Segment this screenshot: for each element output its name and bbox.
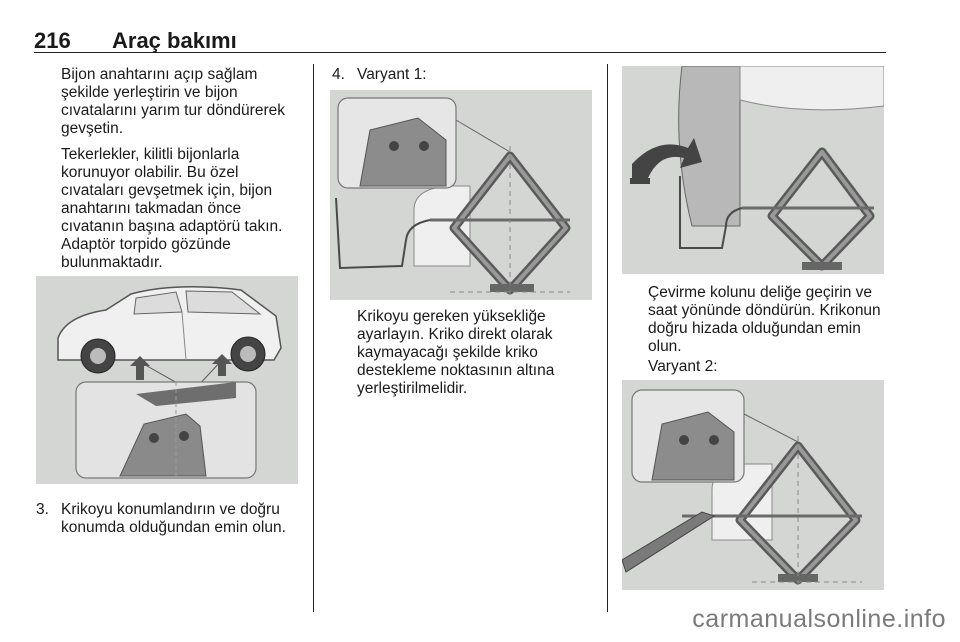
line: ayarlayın. Kriko direkt olarak (357, 326, 553, 343)
line: Adaptör torpido gözünde (61, 236, 231, 253)
line: Tekerlekler, kilitli bijonlarla (61, 146, 240, 163)
line: Çevirme kolunu deliğe geçirin ve (648, 284, 873, 301)
line: gevşetin. (61, 120, 124, 137)
line: cıvataları gevşetmek için, bijon (61, 182, 273, 199)
left-paragraph-1 (61, 66, 306, 138)
line: bulunmaktadır. (61, 254, 163, 271)
line: kaymayacağı şekilde kriko (357, 344, 538, 361)
header-rule (34, 52, 886, 53)
middle-caption (357, 308, 602, 398)
line: korunuyor olabilir. Bu özel (61, 164, 239, 181)
watermark: carmanualsonline.info (692, 605, 946, 633)
right-caption (648, 284, 888, 356)
line: doğru hizada olduğundan emin (648, 320, 861, 337)
step-number: 3. (36, 501, 49, 518)
jack-variant-1-figure (330, 90, 592, 300)
variant-1-label: Varyant 1: (357, 66, 427, 83)
line: şekilde yerleştirin ve bijon (61, 84, 238, 101)
column-divider-1 (313, 64, 314, 612)
line: destekleme noktasının altına (357, 362, 555, 379)
page-number: 216 (34, 28, 71, 53)
line: konumda olduğundan emin olun. (61, 519, 286, 536)
crank-rotation-figure (622, 66, 884, 274)
car-jack-figure (36, 276, 298, 484)
column-divider-2 (607, 64, 608, 612)
step-3 (36, 501, 306, 537)
line: cıvatanın başına adaptörü takın. (61, 218, 283, 235)
line: olun. (648, 338, 682, 355)
line: Krikoyu gereken yüksekliğe (357, 308, 546, 325)
step-number: 4. (332, 66, 345, 83)
variant-2-label: Varyant 2: (648, 358, 718, 375)
line: saat yönünde döndürün. Krikonun (648, 302, 881, 319)
line: Bijon anahtarını açıp sağlam (61, 66, 258, 83)
left-paragraph-2 (61, 146, 306, 272)
line: Krikoyu konumlandırın ve doğru (61, 501, 280, 518)
line: cıvatalarını yarım tur döndürerek (61, 102, 285, 119)
jack-variant-2-figure (622, 380, 884, 590)
chapter-title: Araç bakımı (112, 28, 237, 53)
line: yerleştirilmelidir. (357, 380, 468, 397)
line: anahtarını takmadan önce (61, 200, 242, 217)
variant-2 (648, 358, 848, 376)
step-4 (332, 66, 597, 84)
